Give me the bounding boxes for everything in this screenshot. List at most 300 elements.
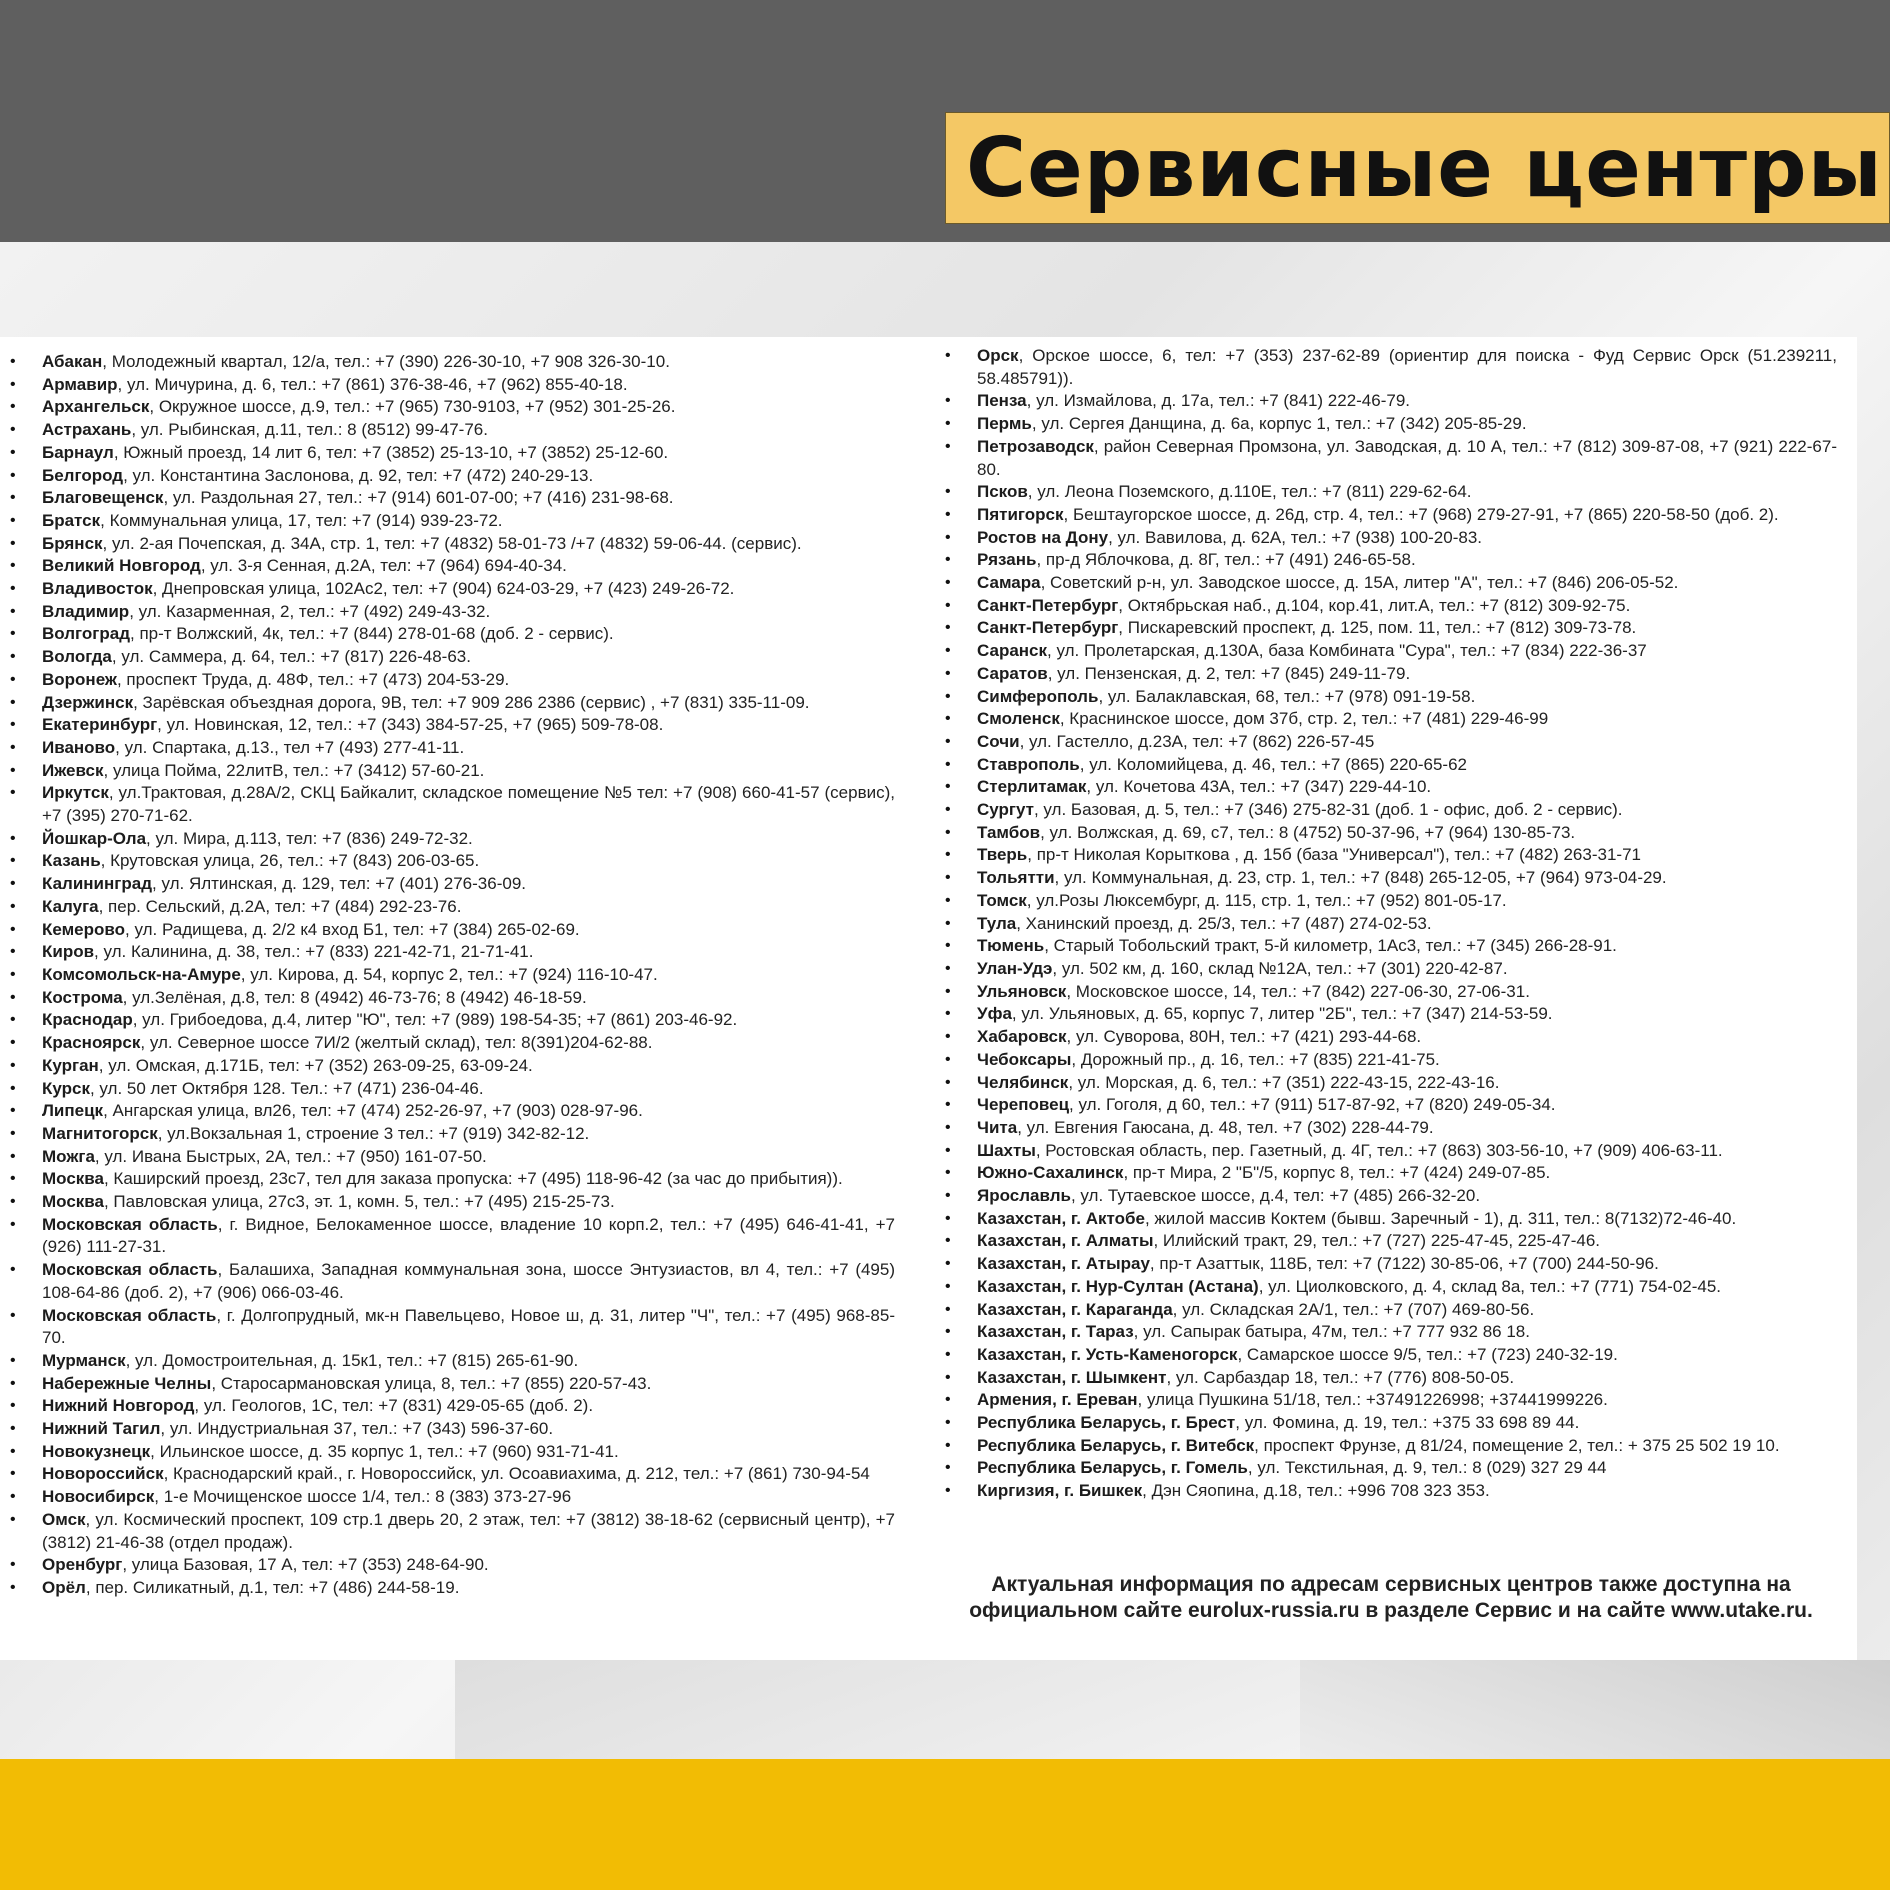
address-text: , пр-т Азаттык, 118Б, тел: +7 (7122) 30-85-06, +7 (700) 244-50-96. bbox=[1149, 1254, 1659, 1274]
address-text: , ул. Фомина, д. 19, тел.: +375 33 698 89 44. bbox=[1235, 1413, 1580, 1433]
city-name: Нижний Новгород bbox=[42, 1396, 195, 1416]
service-center-item bbox=[945, 822, 1837, 845]
city-name: Омск bbox=[42, 1509, 86, 1529]
service-center-item bbox=[10, 828, 895, 851]
service-center-item bbox=[10, 623, 895, 646]
city-name: Сургут bbox=[977, 800, 1034, 820]
city-name: Уфа bbox=[977, 1004, 1012, 1024]
city-name: Армения, г. Ереван bbox=[977, 1390, 1138, 1410]
city-name: Ярославль bbox=[977, 1186, 1071, 1206]
service-center-item bbox=[945, 595, 1837, 618]
city-name: Казахстан, г. Атырау bbox=[977, 1254, 1150, 1274]
service-center-item bbox=[945, 1480, 1837, 1503]
city-name: Магнитогорск bbox=[42, 1123, 158, 1143]
service-center-item bbox=[10, 1577, 895, 1600]
address-text: , ул. Домостроительная, д. 15к1, тел.: +7 (815) 265-61-90. bbox=[125, 1350, 579, 1370]
service-center-item bbox=[10, 487, 895, 510]
service-center-item bbox=[945, 708, 1837, 731]
city-name: Новокузнецк bbox=[42, 1441, 151, 1461]
city-name: Братск bbox=[42, 510, 101, 530]
address-text: , ул. Гоголя, д 60, тел.: +7 (911) 517-87-92, +7 (820) 249-05-34. bbox=[1069, 1095, 1556, 1115]
address-text: , ул. Сапырак батыра, 47м, тел.: +7 777 932 86 18. bbox=[1133, 1322, 1530, 1342]
service-center-item bbox=[10, 351, 895, 374]
address-text: , Краснинское шоссе, дом 37б, стр. 2, тел.: +7 (481) 229-46-99 bbox=[1059, 709, 1549, 729]
address-text: , ул. Гастелло, д.23А, тел: +7 (862) 226-57-45 bbox=[1019, 731, 1375, 751]
address-text: , проспект Фрунзе, д 81/24, помещение 2, тел.: + 375 25 502 19 10. bbox=[1254, 1435, 1780, 1455]
service-center-item bbox=[10, 1554, 895, 1577]
service-center-item bbox=[10, 646, 895, 669]
service-center-item bbox=[945, 1435, 1837, 1458]
address-text: , Советский р-н, ул. Заводское шоссе, д. 15А, литер "А", тел.: +7 (846) 206-05-52. bbox=[1040, 573, 1679, 593]
city-name: Саранск bbox=[977, 641, 1048, 661]
city-name: Казахстан, г. Усть-Каменогорск bbox=[977, 1344, 1238, 1364]
city-name: Санкт-Петербург bbox=[977, 595, 1119, 615]
address-text: , Днепровская улица, 102Ас2, тел: +7 (904) 624-03-29, +7 (423) 249-26-72. bbox=[152, 579, 735, 599]
service-center-item bbox=[10, 555, 895, 578]
city-name: Кемерово bbox=[42, 919, 126, 939]
service-center-item bbox=[945, 572, 1837, 595]
service-center-item bbox=[945, 981, 1837, 1004]
service-center-item bbox=[10, 1123, 895, 1146]
service-center-item bbox=[10, 510, 895, 533]
address-text: , улица Пушкина 51/18, тел.: +37491226998; +37441999226. bbox=[1137, 1390, 1608, 1410]
city-name: Пятигорск bbox=[977, 504, 1064, 524]
city-name: Воронеж bbox=[42, 669, 117, 689]
city-name: Красноярск bbox=[42, 1033, 141, 1053]
service-center-item bbox=[10, 396, 895, 419]
service-center-item bbox=[945, 436, 1837, 481]
service-center-item bbox=[10, 669, 895, 692]
city-name: Йошкар-Ола bbox=[42, 828, 147, 848]
service-center-item bbox=[10, 714, 895, 737]
city-name: Тюмень bbox=[977, 936, 1045, 956]
address-text: , ул. Пензенская, д. 2, тел: +7 (845) 249-11-79. bbox=[1047, 663, 1411, 683]
address-text: , ул. Циолковского, д. 4, склад 8а, тел.: +7 (771) 754-02-45. bbox=[1258, 1276, 1722, 1296]
address-text: , ул. Пролетарская, д.130А, база Комбината "Сура", тел.: +7 (834) 222-36-37 bbox=[1047, 641, 1647, 661]
service-center-item bbox=[945, 1344, 1837, 1367]
address-text: , ул. Леона Поземского, д.110Е, тел.: +7 (811) 229-62-64. bbox=[1027, 482, 1472, 502]
service-center-item bbox=[945, 1026, 1837, 1049]
address-text: , ул. Кочетова 43А, тел.: +7 (347) 229-44-10. bbox=[1086, 777, 1432, 797]
city-name: Ростов на Дону bbox=[977, 527, 1109, 547]
service-center-item bbox=[10, 442, 895, 465]
city-name: Улан-Удэ bbox=[977, 958, 1053, 978]
city-name: Киргизия, г. Бишкек bbox=[977, 1481, 1143, 1501]
city-name: Южно-Сахалинск bbox=[977, 1163, 1124, 1183]
address-text: , Илийский тракт, 29, тел.: +7 (727) 225-47-45, 225-47-46. bbox=[1153, 1231, 1600, 1251]
service-center-item bbox=[945, 1094, 1837, 1117]
service-center-item bbox=[945, 1072, 1837, 1095]
service-center-item bbox=[10, 737, 895, 760]
service-center-item bbox=[945, 1412, 1837, 1435]
service-center-item bbox=[10, 873, 895, 896]
service-center-item bbox=[10, 782, 895, 827]
address-text: , ул. Складская 2А/1, тел.: +7 (707) 469-80-56. bbox=[1172, 1299, 1535, 1319]
city-name: Белгород bbox=[42, 465, 124, 485]
service-center-item bbox=[945, 1185, 1837, 1208]
service-center-item bbox=[945, 413, 1837, 436]
city-name: Мурманск bbox=[42, 1350, 126, 1370]
address-text: , ул. Северное шоссе 7И/2 (желтый склад), тел: 8(391)204-62-88. bbox=[140, 1033, 653, 1053]
address-text: , Зарёвская объездная дорога, 9В, тел: +7 909 286 2386 (сервис) , +7 (831) 335-11-09. bbox=[133, 692, 810, 712]
address-text: , ул.Вокзальная 1, строение 3 тел.: +7 (919) 342-82-12. bbox=[157, 1123, 590, 1143]
city-name: Томск bbox=[977, 890, 1027, 910]
city-name: Псков bbox=[977, 482, 1028, 502]
address-text: , ул.Трактовая, д.28А/2, СКЦ Байкалит, складское помещение №5 тел: +7 (908) 660-41-57 (сервис), +7 (395) 270-71-62. bbox=[42, 783, 895, 826]
service-center-item bbox=[10, 987, 895, 1010]
address-text: , ул. Ивана Быстрых, 2А, тел.: +7 (950) 161-07-50. bbox=[94, 1146, 487, 1166]
service-center-item bbox=[10, 1305, 895, 1350]
service-center-item bbox=[10, 1418, 895, 1441]
city-name: Сочи bbox=[977, 731, 1020, 751]
service-center-item bbox=[10, 919, 895, 942]
city-name: Великий Новгород bbox=[42, 556, 201, 576]
address-text: , пр-т Волжский, 4к, тел.: +7 (844) 278-01-68 (доб. 2 - сервис). bbox=[130, 624, 614, 644]
address-text: , ул. Текстильная, д. 9, тел.: 8 (029) 327 29 44 bbox=[1247, 1458, 1607, 1478]
city-name: Армавир bbox=[42, 374, 118, 394]
address-text: , Коммунальная улица, 17, тел: +7 (914) 939-23-72. bbox=[100, 510, 503, 530]
service-center-item bbox=[945, 844, 1837, 867]
city-name: Смоленск bbox=[977, 709, 1060, 729]
service-center-item bbox=[10, 1078, 895, 1101]
city-name: Ижевск bbox=[42, 760, 104, 780]
address-text: , ул. Мира, д.113, тел: +7 (836) 249-72-32. bbox=[146, 828, 473, 848]
address-text: , ул. Тутаевское шоссе, д.4, тел: +7 (485) 266-32-20. bbox=[1070, 1186, 1481, 1206]
city-name: Липецк bbox=[42, 1101, 104, 1121]
service-center-item bbox=[10, 1146, 895, 1169]
city-name: Иркутск bbox=[42, 783, 109, 803]
city-name: Владимир bbox=[42, 601, 130, 621]
service-center-item bbox=[10, 1259, 895, 1304]
address-text: , пр-т Николая Корыткова , д. 15б (база "Универсал"), тел.: +7 (482) 263-31-71 bbox=[1027, 845, 1641, 865]
address-text: , ул. Константина Заслонова, д. 92, тел: +7 (472) 240-29-13. bbox=[123, 465, 594, 485]
city-name: Пермь bbox=[977, 414, 1032, 434]
city-name: Саратов bbox=[977, 663, 1048, 683]
service-center-item bbox=[10, 850, 895, 873]
service-center-item bbox=[10, 1032, 895, 1055]
address-text: , Крутовская улица, 26, тел.: +7 (843) 206-03-65. bbox=[100, 851, 480, 871]
address-text: , Павловская улица, 27с3, эт. 1, комн. 5, тел.: +7 (495) 215-25-73. bbox=[103, 1192, 615, 1212]
address-text: , ул. Волжская, д. 69, с7, тел.: 8 (4752) 50-37-96, +7 (964) 130-85-73. bbox=[1040, 822, 1576, 842]
address-text: , Окружное шоссе, д.9, тел.: +7 (965) 730-9103, +7 (952) 301-25-26. bbox=[149, 397, 676, 417]
service-center-item bbox=[945, 640, 1837, 663]
address-text: , ул. Новинская, 12, тел.: +7 (343) 384-57-25, +7 (965) 509-78-08. bbox=[157, 715, 664, 735]
city-name: Москва bbox=[42, 1192, 104, 1212]
service-center-item bbox=[10, 1486, 895, 1509]
service-center-item bbox=[10, 1395, 895, 1418]
city-name: Ставрополь bbox=[977, 754, 1080, 774]
city-name: Тамбов bbox=[977, 822, 1041, 842]
city-name: Чебоксары bbox=[977, 1049, 1072, 1069]
city-name: Орск bbox=[977, 346, 1019, 365]
city-name: Астрахань bbox=[42, 420, 132, 440]
address-text: , ул. Суворова, 80Н, тел.: +7 (421) 293-44-68. bbox=[1066, 1027, 1422, 1047]
address-text: , г. Видное, Белокаменное шоссе, владение 10 корп.2, тел.: +7 (495) 646-41-41, +7 (926) 111-27-31. bbox=[42, 1214, 895, 1257]
city-name: Орёл bbox=[42, 1577, 86, 1597]
service-center-item bbox=[10, 941, 895, 964]
city-name: Барнаул bbox=[42, 442, 114, 462]
service-center-item bbox=[945, 345, 1837, 390]
address-text: , ул. Индустриальная 37, тел.: +7 (343) 596-37-60. bbox=[160, 1419, 554, 1439]
city-name: Калуга bbox=[42, 896, 99, 916]
city-name: Тольятти bbox=[977, 868, 1055, 888]
address-text: , ул. 502 км, д. 160, склад №12А, тел.: +7 (301) 220-42-87. bbox=[1052, 958, 1508, 978]
address-text: , Орское шоссе, 6, тел: +7 (353) 237-62-89 (ориентир для поиска - Фуд Сервис Орск (51.239211, 58.485791)). bbox=[977, 346, 1837, 388]
address-text: , г. Долгопрудный, мк-н Павельцево, Новое ш, д. 31, литер "Ч", тел.: +7 (495) 968-85-70. bbox=[42, 1305, 895, 1348]
city-name: Кострома bbox=[42, 987, 123, 1007]
service-center-item bbox=[945, 1117, 1837, 1140]
service-center-item bbox=[945, 686, 1837, 709]
service-center-item bbox=[10, 1463, 895, 1486]
service-center-item bbox=[945, 1457, 1837, 1480]
service-center-item bbox=[945, 754, 1837, 777]
service-center-item bbox=[945, 1253, 1837, 1276]
service-center-item bbox=[945, 1299, 1837, 1322]
city-name: Санкт-Петербург bbox=[977, 618, 1119, 638]
city-name: Казахстан, г. Актобе bbox=[977, 1208, 1145, 1228]
service-center-item bbox=[10, 578, 895, 601]
service-center-item bbox=[945, 867, 1837, 890]
address-text: , ул. Морская, д. 6, тел.: +7 (351) 222-43-15, 222-43-16. bbox=[1068, 1072, 1500, 1092]
city-name: Абакан bbox=[42, 352, 103, 371]
address-text: , пер. Сельский, д.2А, тел: +7 (484) 292-23-76. bbox=[98, 896, 462, 916]
address-text: , Бештаугорское шоссе, д. 26д, стр. 4, тел.: +7 (968) 279-27-91, +7 (865) 220-58-50 (доб. 2). bbox=[1063, 504, 1779, 524]
address-text: , ул. Сарбаздар 18, тел.: +7 (776) 808-50-05. bbox=[1166, 1367, 1515, 1387]
service-center-item bbox=[945, 1208, 1837, 1231]
address-text: , ул. 2-ая Почепская, д. 34А, стр. 1, тел: +7 (4832) 58-01-73 /+7 (4832) 59-06-44. (сервис). bbox=[102, 533, 802, 553]
address-text: , ул. Балаклавская, 68, тел.: +7 (978) 091-19-58. bbox=[1098, 686, 1476, 706]
address-text: , ул. Коммунальная, д. 23, стр. 1, тел.: +7 (848) 265-12-05, +7 (964) 973-04-29. bbox=[1054, 868, 1667, 888]
address-text: , Краснодарский край., г. Новороссийск, ул. Осоавиахима, д. 212, тел.: +7 (861) 730-94-54 bbox=[163, 1464, 870, 1484]
address-text: , Ростовская область, пер. Газетный, д. 4Г, тел.: +7 (863) 303-56-10, +7 (909) 406-63-11. bbox=[1035, 1140, 1723, 1160]
address-text: , Пискаревский проспект, д. 125, пом. 11, тел.: +7 (812) 309-73-78. bbox=[1118, 618, 1637, 638]
service-center-item bbox=[945, 1321, 1837, 1344]
service-center-item bbox=[945, 1162, 1837, 1185]
address-text: , улица Пойма, 22литВ, тел.: +7 (3412) 57-60-21. bbox=[103, 760, 485, 780]
city-name: Стерлитамак bbox=[977, 777, 1087, 797]
city-name: Челябинск bbox=[977, 1072, 1069, 1092]
footer-band bbox=[0, 1759, 1890, 1890]
address-text: , ул. Омская, д.171Б, тел: +7 (352) 263-09-25, 63-09-24. bbox=[98, 1055, 533, 1075]
service-center-item bbox=[945, 958, 1837, 981]
service-center-item bbox=[945, 776, 1837, 799]
address-text: , Южный проезд, 14 лит 6, тел: +7 (3852) 25-13-10, +7 (3852) 25-12-60. bbox=[113, 442, 669, 462]
city-name: Самара bbox=[977, 573, 1041, 593]
service-center-item bbox=[10, 601, 895, 624]
service-list-left bbox=[10, 351, 895, 1600]
city-name: Рязань bbox=[977, 550, 1037, 570]
service-center-item bbox=[945, 1049, 1837, 1072]
city-name: Тверь bbox=[977, 845, 1028, 865]
service-center-item bbox=[10, 1350, 895, 1373]
service-center-item bbox=[10, 1441, 895, 1464]
service-center-item bbox=[945, 527, 1837, 550]
address-text: , Октябрьская наб., д.104, кор.41, лит.А, тел.: +7 (812) 309-92-75. bbox=[1118, 595, 1631, 615]
address-text: , ул. Кирова, д. 54, корпус 2, тел.: +7 (924) 116-10-47. bbox=[240, 964, 658, 984]
city-name: Московская область bbox=[42, 1305, 217, 1325]
service-center-item bbox=[945, 617, 1837, 640]
city-name: Благовещенск bbox=[42, 488, 164, 508]
service-center-item bbox=[945, 1389, 1837, 1412]
service-center-item bbox=[945, 1276, 1837, 1299]
address-text: , Дэн Сяопина, д.18, тел.: +996 708 323 353. bbox=[1142, 1481, 1490, 1501]
city-name: Нижний Тагил bbox=[42, 1419, 161, 1439]
city-name: Республика Беларусь, г. Брест bbox=[977, 1413, 1236, 1433]
address-text: , ул. Космический проспект, 109 стр.1 дверь 20, 2 этаж, тел: +7 (3812) 38-18-62 (сервисный центр), +7 (3812) 21-46-38 (отдел продаж). bbox=[42, 1509, 895, 1552]
page-title: Сервисные центры bbox=[966, 121, 1883, 216]
address-text: , ул. Базовая, д. 5, тел.: +7 (346) 275-82-31 (доб. 1 - офис, доб. 2 - сервис). bbox=[1033, 800, 1623, 820]
city-name: Набережные Челны bbox=[42, 1373, 212, 1393]
city-name: Дзержинск bbox=[42, 692, 134, 712]
footer-note: Актуальная информация по адресам сервисных центров также доступна на официальном сайте eurolux-russia.ru в разделе Сервис и на сайте www.utake.ru. bbox=[969, 1573, 1813, 1622]
city-name: Казахстан, г. Нур-Султан (Астана) bbox=[977, 1276, 1259, 1296]
address-text: , Самарское шоссе 9/5, тел.: +7 (723) 240-32-19. bbox=[1237, 1344, 1618, 1364]
address-text: , Каширский проезд, 23с7, тел для заказа пропуска: +7 (495) 118-96-42 (за час до прибытия)). bbox=[103, 1169, 843, 1189]
city-name: Московская область bbox=[42, 1260, 218, 1280]
address-text: , улица Базовая, 17 А, тел: +7 (353) 248-64-90. bbox=[122, 1555, 489, 1575]
address-text: , ул.Розы Люксембург, д. 115, стр. 1, тел.: +7 (952) 801-05-17. bbox=[1026, 890, 1507, 910]
address-text: , Ильинское шоссе, д. 35 корпус 1, тел.: +7 (960) 931-71-41. bbox=[150, 1441, 619, 1461]
service-center-item bbox=[10, 1168, 895, 1191]
city-name: Череповец bbox=[977, 1095, 1070, 1115]
city-name: Новороссийск bbox=[42, 1464, 164, 1484]
address-text: , ул. Саммера, д. 64, тел.: +7 (817) 226-48-63. bbox=[111, 647, 471, 667]
city-name: Москва bbox=[42, 1169, 104, 1189]
address-text: , ул. Сергея Данщина, д. 6а, корпус 1, тел.: +7 (342) 205-85-29. bbox=[1031, 414, 1527, 434]
service-center-item bbox=[10, 1100, 895, 1123]
city-name: Симферополь bbox=[977, 686, 1099, 706]
address-text: , район Северная Промзона, ул. Заводская, д. 10 А, тел.: +7 (812) 309-87-08, +7 (921) 222-67-80. bbox=[977, 436, 1837, 479]
service-center-item bbox=[945, 935, 1837, 958]
address-text: , ул. Ульяновых, д. 65, корпус 7, литер "2Б", тел.: +7 (347) 214-53-59. bbox=[1011, 1004, 1553, 1024]
address-text: , 1-е Мочищенское шоссе 1/4, тел.: 8 (383) 373-27-96 bbox=[154, 1487, 572, 1507]
service-list-right bbox=[945, 345, 1837, 1503]
service-center-item bbox=[945, 504, 1837, 527]
address-text: , Балашиха, Западная коммунальная зона, шоссе Энтузиастов, вл 4, тел.: +7 (495) 108-64-86 (доб. 2), +7 (906) 066-03-46. bbox=[42, 1260, 895, 1302]
address-text: , ул. Грибоедова, д.4, литер "Ю", тел: +7 (989) 198-54-35; +7 (861) 203-46-92. bbox=[132, 1010, 738, 1030]
city-name: Казахстан, г. Караганда bbox=[977, 1299, 1173, 1319]
address-text: , ул. Коломийцева, д. 46, тел.: +7 (865) 220-65-62 bbox=[1079, 754, 1467, 774]
city-name: Казахстан, г. Шымкент bbox=[977, 1367, 1167, 1387]
city-name: Республика Беларусь, г. Гомель bbox=[977, 1458, 1248, 1478]
service-center-item bbox=[945, 663, 1837, 686]
city-name: Казахстан, г. Тараз bbox=[977, 1322, 1134, 1342]
address-text: , ул. Радищева, д. 2/2 к4 вход Б1, тел: +7 (384) 265-02-69. bbox=[125, 919, 580, 939]
city-name: Петрозаводск bbox=[977, 436, 1094, 456]
service-center-item bbox=[945, 481, 1837, 504]
city-name: Новосибирск bbox=[42, 1487, 155, 1507]
service-center-item bbox=[10, 419, 895, 442]
city-name: Тула bbox=[977, 913, 1017, 933]
service-center-item bbox=[10, 1055, 895, 1078]
address-text: , Старый Тобольский тракт, 5-й километр, 1Ас3, тел.: +7 (345) 266-28-91. bbox=[1044, 936, 1617, 956]
city-name: Пенза bbox=[977, 391, 1027, 411]
service-center-item bbox=[945, 1003, 1837, 1026]
city-name: Екатеринбург bbox=[42, 715, 158, 735]
address-text: , ул. Вавилова, д. 62А, тел.: +7 (938) 100-20-83. bbox=[1108, 527, 1483, 547]
address-text: , ул. Геологов, 1С, тел: +7 (831) 429-05-65 (доб. 2). bbox=[194, 1396, 594, 1416]
address-text: , Московское шоссе, 14, тел.: +7 (842) 227-06-30, 27-06-31. bbox=[1066, 981, 1530, 1001]
service-center-item bbox=[945, 1140, 1837, 1163]
city-name: Иваново bbox=[42, 737, 116, 757]
city-name: Чита bbox=[977, 1117, 1018, 1137]
city-name: Московская область bbox=[42, 1214, 218, 1234]
address-text: , Старосармановская улица, 8, тел.: +7 (855) 220-57-43. bbox=[211, 1373, 652, 1393]
address-text: , ул. Евгения Гаюсана, д. 48, тел. +7 (302) 228-44-79. bbox=[1017, 1117, 1434, 1137]
address-text: , ул. Раздольная 27, тел.: +7 (914) 601-07-00; +7 (416) 231-98-68. bbox=[163, 488, 674, 508]
service-center-item bbox=[10, 1191, 895, 1214]
address-text: , пр-д Яблочкова, д. 8Г, тел.: +7 (491) 246-65-58. bbox=[1036, 550, 1416, 570]
city-name: Брянск bbox=[42, 533, 103, 553]
service-center-item bbox=[10, 1214, 895, 1259]
background-shape bbox=[1300, 1660, 1890, 1760]
city-name: Республика Беларусь, г. Витебск bbox=[977, 1435, 1255, 1455]
address-text: , Ангарская улица, вл26, тел: +7 (474) 252-26-97, +7 (903) 028-97-96. bbox=[103, 1101, 643, 1121]
city-name: Владивосток bbox=[42, 579, 153, 599]
service-center-item bbox=[945, 1367, 1837, 1390]
service-center-item bbox=[945, 390, 1837, 413]
address-text: , Ханинский проезд, д. 25/3, тел.: +7 (487) 274-02-53. bbox=[1016, 913, 1432, 933]
address-text: , жилой массив Коктем (бывш. Заречный - 1), д. 311, тел.: 8(7132)72-46-40. bbox=[1144, 1208, 1737, 1228]
service-center-item bbox=[945, 890, 1837, 913]
city-name: Оренбург bbox=[42, 1555, 123, 1575]
service-center-item bbox=[10, 1009, 895, 1032]
address-text: , ул. Мичурина, д. 6, тел.: +7 (861) 376-38-46, +7 (962) 855-40-18. bbox=[117, 374, 628, 394]
address-text: , ул. Калинина, д. 38, тел.: +7 (833) 221-42-71, 21-71-41. bbox=[94, 942, 534, 962]
city-name: Комсомольск-на-Амуре bbox=[42, 964, 241, 984]
address-text: , Молодежный квартал, 12/а, тел.: +7 (390) 226-30-10, +7 908 326-30-10. bbox=[102, 352, 670, 371]
city-name: Казахстан, г. Алматы bbox=[977, 1231, 1154, 1251]
address-text: , пр-т Мира, 2 "Б"/5, корпус 8, тел.: +7 (424) 249-07-85. bbox=[1123, 1163, 1551, 1183]
address-text: , ул.Зелёная, д.8, тел: 8 (4942) 46-73-76; 8 (4942) 46-18-59. bbox=[122, 987, 587, 1007]
service-center-item bbox=[10, 760, 895, 783]
service-center-item bbox=[945, 913, 1837, 936]
service-center-item bbox=[10, 1509, 895, 1554]
address-text: , ул. 3-я Сенная, д.2А, тел: +7 (964) 694-40-34. bbox=[200, 556, 567, 576]
address-text: , ул. Казарменная, 2, тел.: +7 (492) 249-43-32. bbox=[129, 601, 491, 621]
city-name: Архангельск bbox=[42, 397, 150, 417]
service-center-item bbox=[10, 692, 895, 715]
service-center-item bbox=[10, 1373, 895, 1396]
title-banner bbox=[945, 112, 1890, 224]
city-name: Краснодар bbox=[42, 1010, 133, 1030]
address-text: , ул. Ялтинская, д. 129, тел: +7 (401) 276-36-09. bbox=[152, 874, 526, 894]
service-center-item bbox=[945, 731, 1837, 754]
address-text: , проспект Труда, д. 48Ф, тел.: +7 (473) 204-53-29. bbox=[116, 669, 510, 689]
city-name: Курган bbox=[42, 1055, 99, 1075]
service-center-item bbox=[10, 964, 895, 987]
address-text: , ул. 50 лет Октября 128. Тел.: +7 (471) 236-04-46. bbox=[89, 1078, 484, 1098]
service-center-item bbox=[945, 549, 1837, 572]
address-text: , Дорожный пр., д. 16, тел.: +7 (835) 221-41-75. bbox=[1071, 1049, 1440, 1069]
service-center-item bbox=[945, 799, 1837, 822]
city-name: Шахты bbox=[977, 1140, 1036, 1160]
city-name: Калининград bbox=[42, 874, 152, 894]
service-center-item bbox=[945, 1230, 1837, 1253]
city-name: Волгоград bbox=[42, 624, 130, 644]
address-text: , ул. Измайлова, д. 17а, тел.: +7 (841) 222-46-79. bbox=[1026, 391, 1411, 411]
address-text: , ул. Спартака, д.13., тел +7 (493) 277-41-11. bbox=[115, 737, 465, 757]
service-center-item bbox=[10, 374, 895, 397]
service-center-item bbox=[10, 465, 895, 488]
city-name: Можга bbox=[42, 1146, 95, 1166]
city-name: Курск bbox=[42, 1078, 90, 1098]
city-name: Казань bbox=[42, 851, 101, 871]
service-center-item bbox=[10, 896, 895, 919]
address-text: , пер. Силикатный, д.1, тел: +7 (486) 244-58-19. bbox=[85, 1577, 460, 1597]
city-name: Ульяновск bbox=[977, 981, 1067, 1001]
service-center-item bbox=[10, 533, 895, 556]
